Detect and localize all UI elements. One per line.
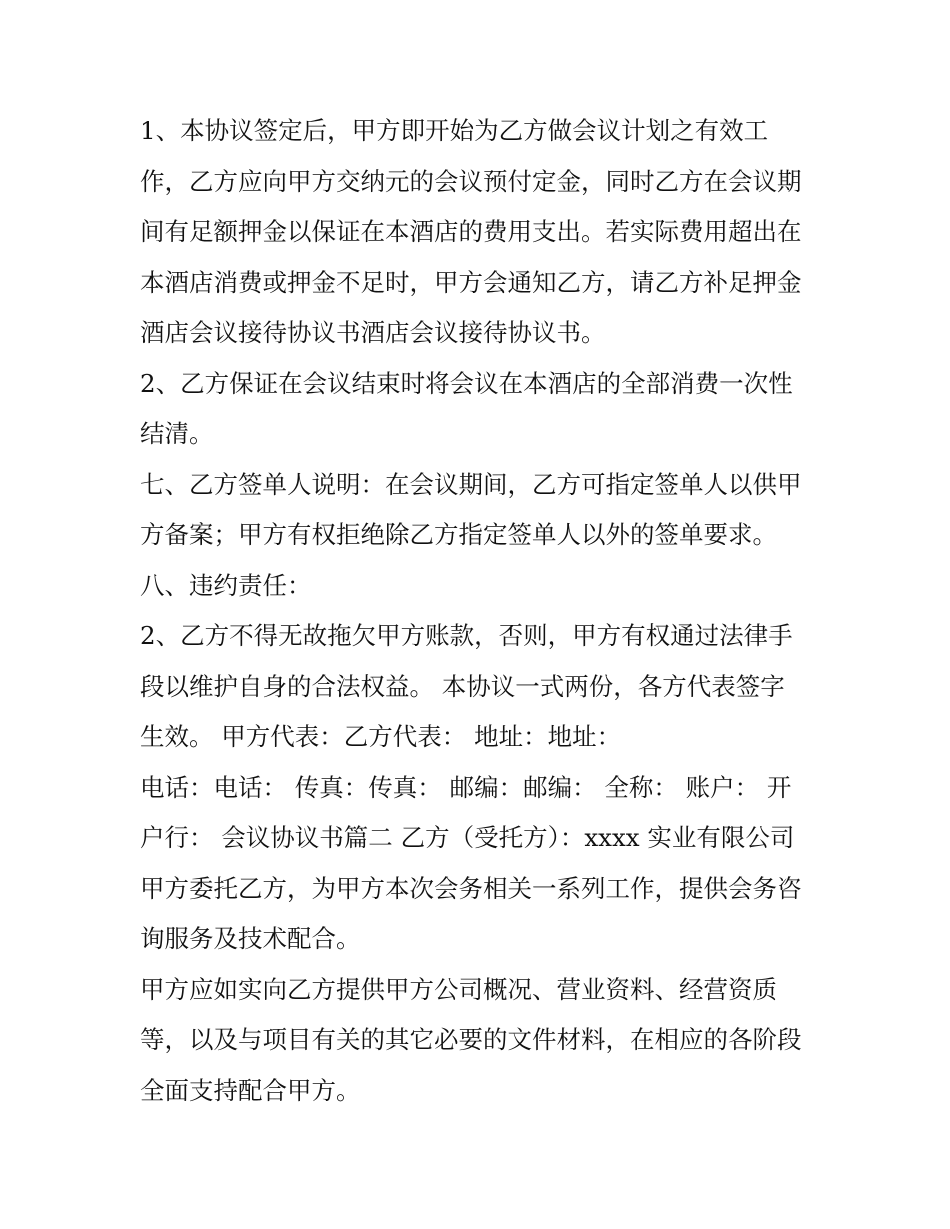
text-line: 结清。 <box>140 419 214 448</box>
text-line: 本酒店消费或押金不足时，甲方会通知乙方，请乙方补足押金 <box>140 267 802 297</box>
text-line: 段以维护自身的合法权益。 本协议一式两份，各方代表签字 <box>140 671 785 701</box>
text-line: 作，乙方应向甲方交纳元的会议预付定金，同时乙方在会议期 <box>140 166 802 196</box>
text-line: 甲方应如实向乙方提供甲方公司概况、营业资料、经营资质 <box>140 974 777 1004</box>
text-line: 户行： 会议协议书篇二 乙方（受托方）：xxxx 实业有限公司 <box>140 823 795 852</box>
text-line: 1、本协议签定后，甲方即开始为乙方做会议计划之有效工 <box>140 116 769 145</box>
text-line: 间有足额押金以保证在本酒店的费用支出。若实际费用超出在 <box>140 217 802 246</box>
text-line: 电话：电话： 传真：传真： 邮编：邮编： 全称： 账户： 开 <box>140 772 792 802</box>
text-line: 2、乙方不得无故拖欠甲方账款，否则，甲方有权通过法律手 <box>140 621 793 650</box>
document-body <box>140 106 820 1116</box>
text-line: 2、乙方保证在会议结束时将会议在本酒店的全部消费一次性 <box>140 368 793 398</box>
text-line: 全面支持配合甲方。 <box>140 1075 361 1105</box>
text-line: 方备案；甲方有权拒绝除乙方指定签单人以外的签单要求。 <box>140 520 777 549</box>
text-line: 七、乙方签单人说明：在会议期间，乙方可指定签单人以供甲 <box>140 469 802 499</box>
text-line: 八、违约责任： <box>140 570 312 600</box>
text-line: 甲方委托乙方，为甲方本次会务相关一系列工作，提供会务咨 <box>140 873 802 903</box>
text-line: 生效。 甲方代表：乙方代表： 地址：地址： <box>140 722 622 751</box>
text-line: 询服务及技术配合。 <box>140 924 361 953</box>
text-line: 酒店会议接待协议书酒店会议接待协议书。 <box>140 318 606 347</box>
text-line: 等，以及与项目有关的其它必要的文件材料，在相应的各阶段 <box>140 1025 802 1054</box>
